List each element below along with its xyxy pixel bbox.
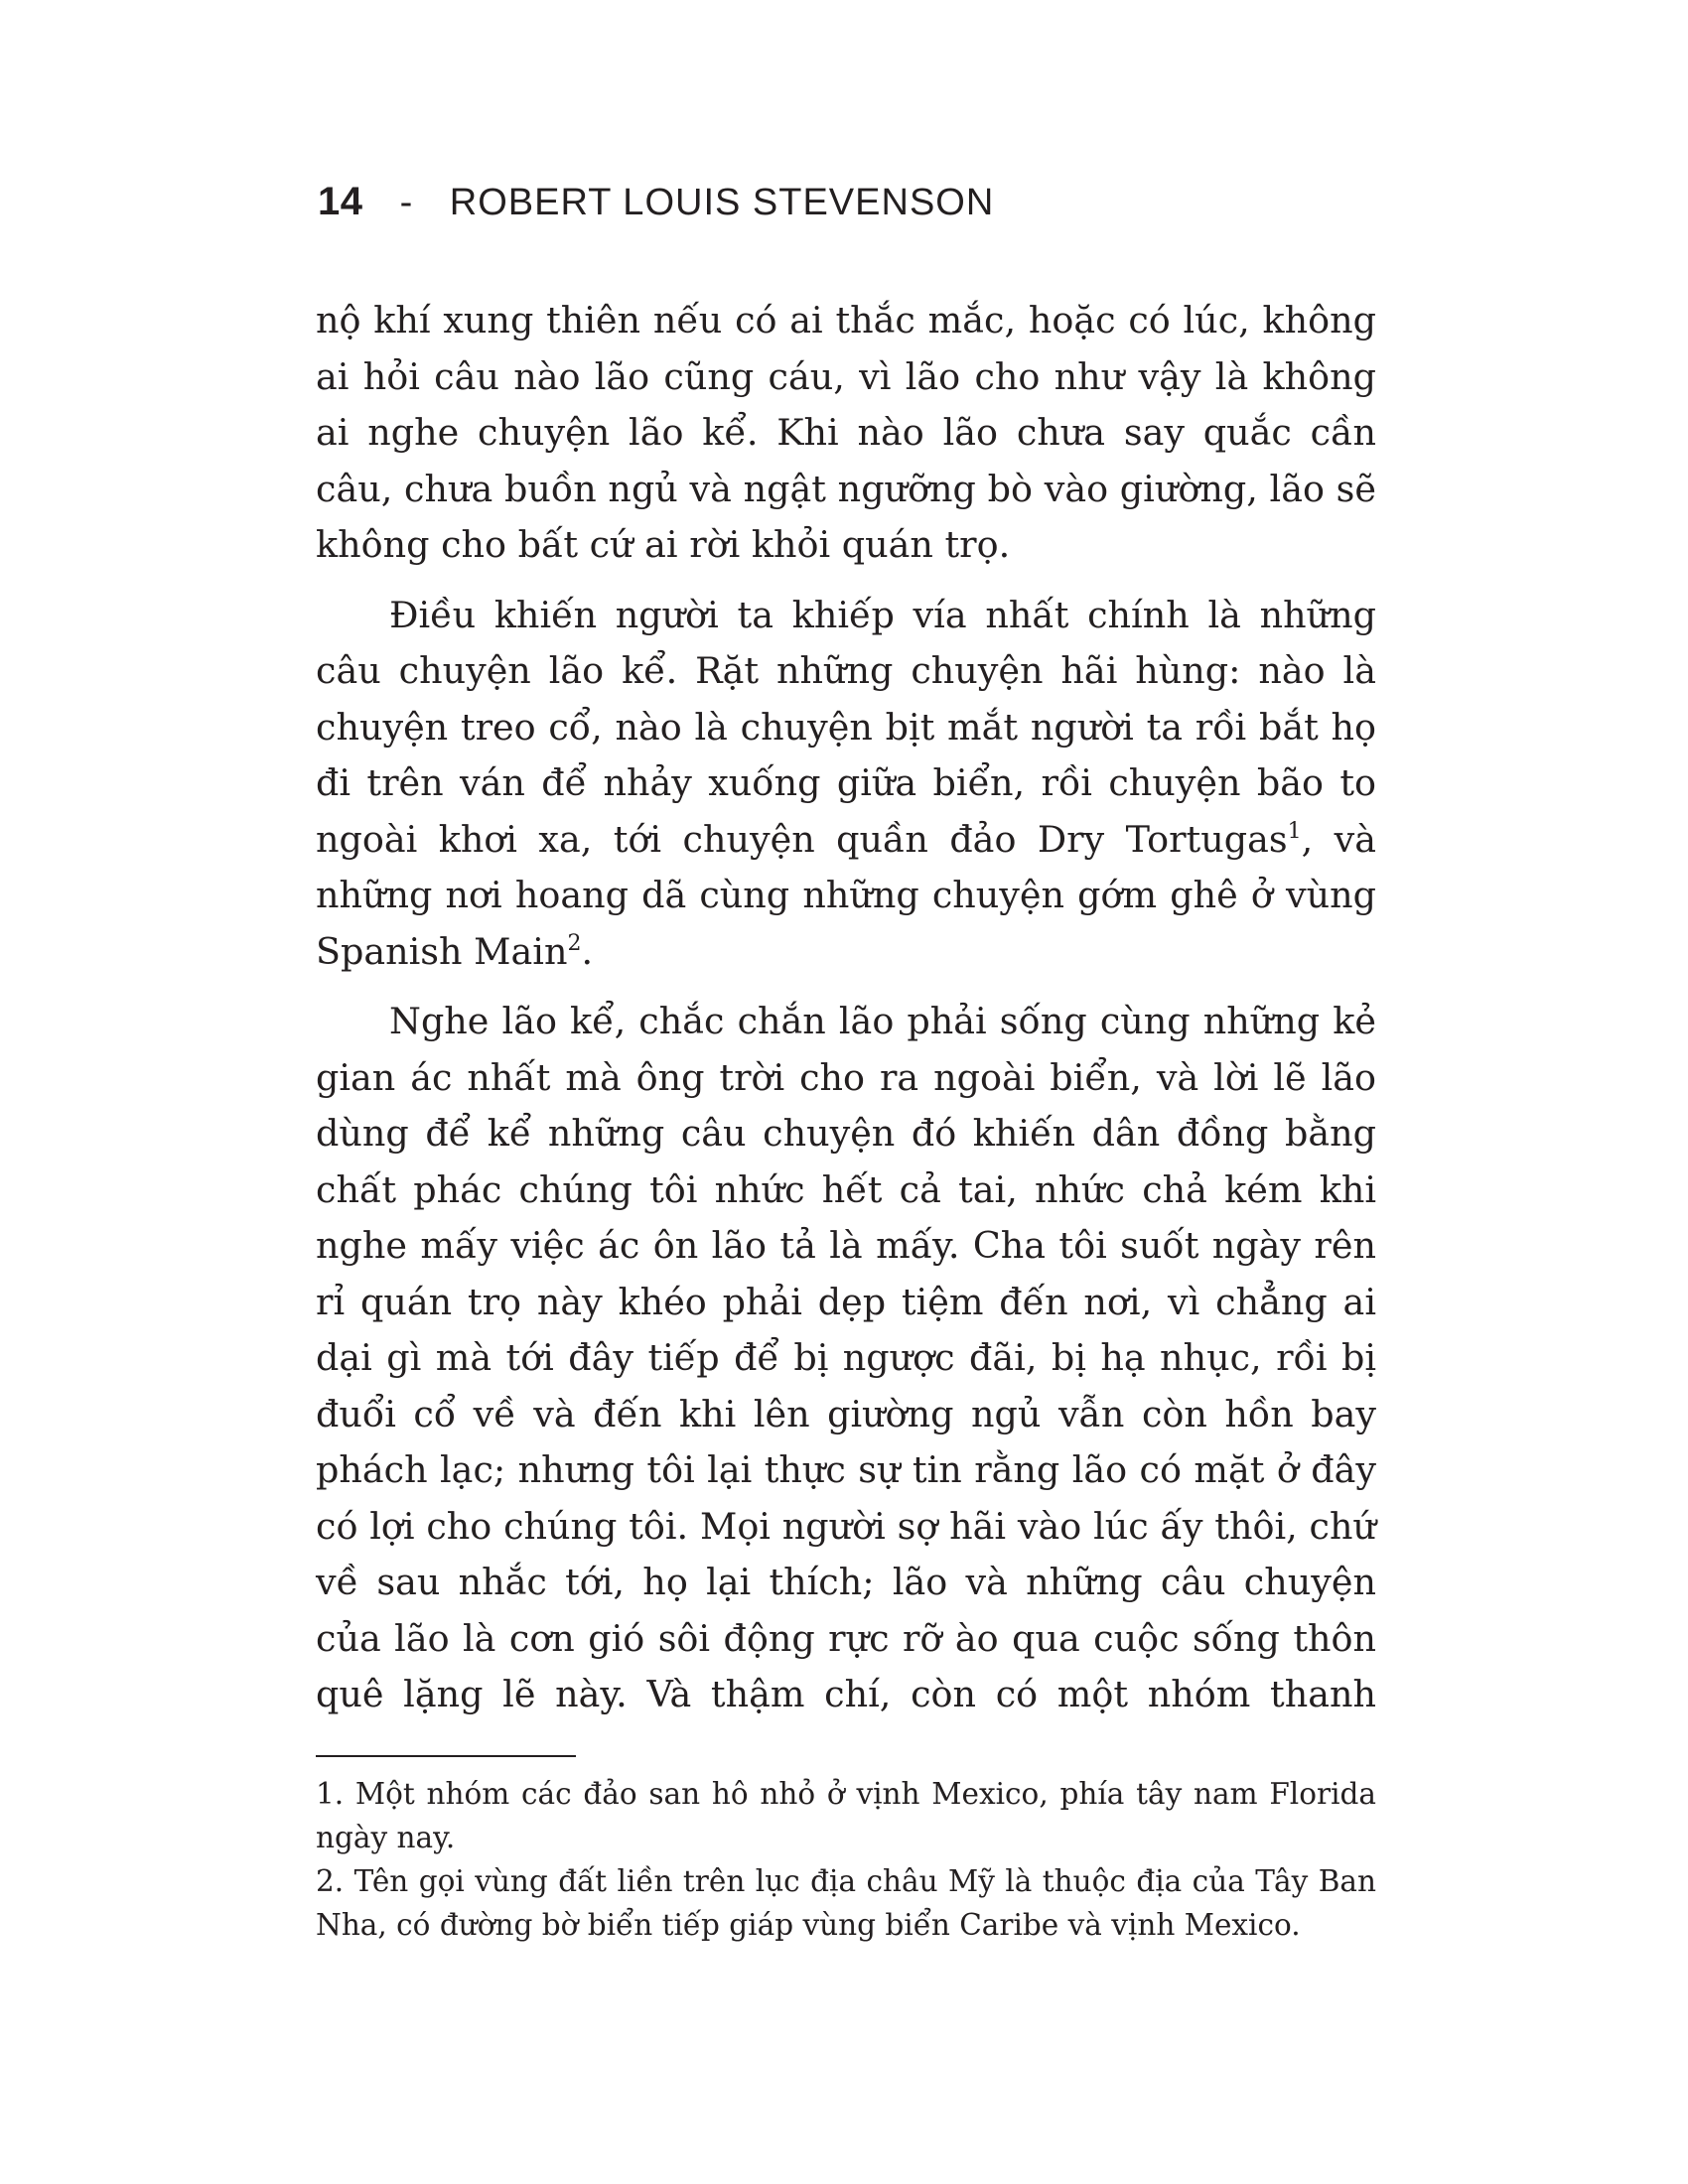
footnote-ref-2: 2 xyxy=(567,930,582,956)
paragraph-2-text-2: , và những nơi hoang dã cùng những chuyện gớm ghê ở vùng Spanish Main xyxy=(316,817,1376,973)
body-text xyxy=(316,293,1376,1737)
footnote-1: 1. Một nhóm các đảo san hô nhỏ ở vịnh Mexico, phía tây nam Florida ngày nay. xyxy=(316,1777,1376,1854)
page-number: 14 xyxy=(318,180,363,223)
paragraph-3: Nghe lão kể, chắc chắn lão phải sống cùng những kẻ gian ác nhất mà ông trời cho ra ngoài biển, và lời lẽ lão dùng để kể những câu chuyện đó khiến dân đồng bằng chất phác chúng tôi nhức hết cả tai, nhức chả kém khi nghe mấy việc ác ôn lão tả là mấy. Cha tôi suốt ngày rên rỉ quán trọ này khéo phải dẹp tiệm đến nơi, vì chẳng ai dại gì mà tới đây tiếp để bị ngược đãi, bị hạ nhục, rồi bị đuổi cổ về và đến khi lên giường ngủ vẫn còn hồn bay phách lạc; nhưng tôi lại thực sự tin rằng lão có mặt ở đây có lợi cho chúng tôi. Mọi người sợ hãi vào lúc ấy thôi, chứ về sau nhắc tới, họ lại thích; lão và những câu chuyện của lão là cơn gió sôi động rực rỡ ào qua cuộc sống thôn quê lặng lẽ này. Và thậm chí, còn có một nhóm thanh xyxy=(316,1000,1376,1715)
header-separator: - xyxy=(399,182,413,223)
running-head-author: ROBERT LOUIS STEVENSON xyxy=(449,182,995,223)
footnote-2: 2. Tên gọi vùng đất liền trên lục địa châu Mỹ là thuộc địa của Tây Ban Nha, có đường bờ biển tiếp giáp vùng biển Caribe và vịnh Mexico. xyxy=(316,1864,1376,1942)
paragraph-2 xyxy=(316,588,1376,981)
paragraph-1: nộ khí xung thiên nếu có ai thắc mắc, hoặc có lúc, không ai hỏi câu nào lão cũng cáu, vì lão cho như vậy là không ai nghe chuyện lão kể. Khi nào lão chưa say quắc cần câu, chưa buồn ngủ và ngật ngưỡng bò vào giường, lão sẽ không cho bất cứ ai rời khỏi quán trọ. xyxy=(316,299,1376,566)
footnote-ref-1: 1 xyxy=(1287,818,1302,844)
paragraph-2-text-1: Điều khiến người ta khiếp vía nhất chính là những câu chuyện lão kể. Rặt những chuyện hãi hùng: nào là chuyện treo cổ, nào là chuyện bịt mắt người ta rồi bắt họ đi trên ván để nhảy xuống giữa biển, rồi chuyện bão to ngoài khơi xa, tới chuyện quần đảo Dry Tortugas xyxy=(316,593,1376,861)
page-header xyxy=(318,177,994,227)
paragraph-2-text-3: . xyxy=(581,929,594,973)
footnote-divider xyxy=(316,1755,576,1757)
footnotes xyxy=(316,1772,1376,1947)
